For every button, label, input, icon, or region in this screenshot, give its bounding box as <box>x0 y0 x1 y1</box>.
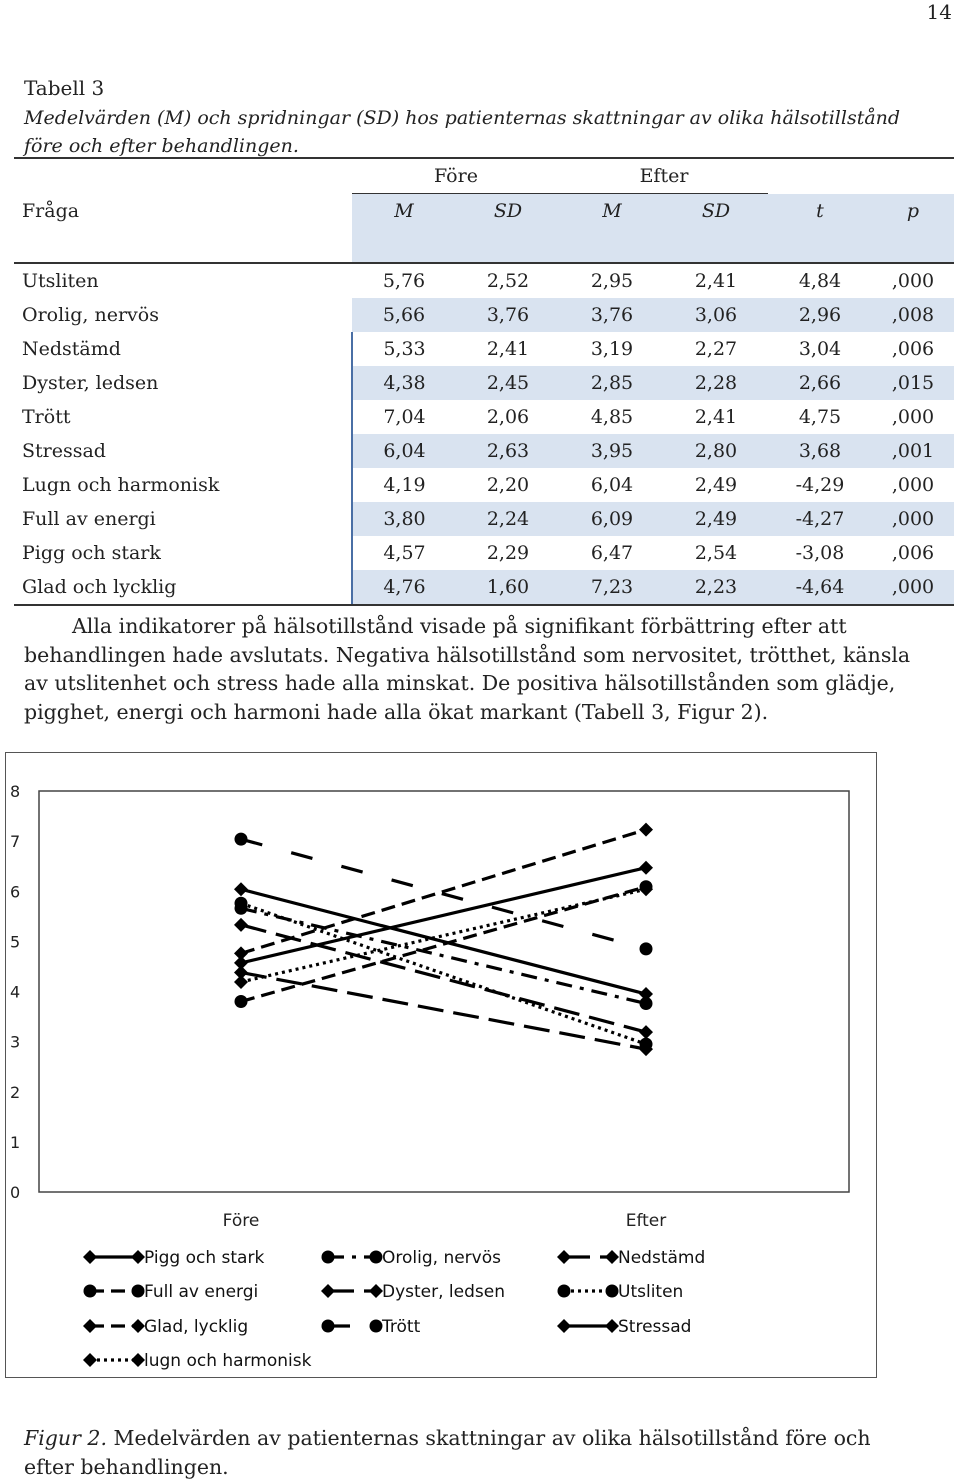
cell-m2: 2,95 <box>590 270 634 292</box>
row-label: Stressad <box>22 440 106 462</box>
y-tick-label: 3 <box>10 1032 21 1052</box>
legend-label: Pigg och stark <box>144 1248 265 1268</box>
column-header-m1: M <box>352 194 456 229</box>
cell-sd1: 2,20 <box>486 474 530 496</box>
cell-sd1: 2,06 <box>486 406 530 428</box>
figure-caption-text: Medelvärden av patienternas skattningar av olika hälsotillstånd före och efter behandlingen. <box>24 1426 871 1479</box>
legend-marker <box>131 1319 145 1333</box>
cell-m1: 4,76 <box>352 570 456 605</box>
row-label: Utsliten <box>22 270 99 292</box>
series-line <box>241 903 646 1044</box>
legend-marker <box>370 1320 383 1333</box>
cell-m2: 3,95 <box>560 434 664 468</box>
table-row <box>14 570 954 605</box>
y-tick-label: 7 <box>10 832 21 852</box>
cell-t: 3,04 <box>798 338 842 360</box>
data-point <box>234 946 248 960</box>
cell-p: ,006 <box>891 338 935 360</box>
cell-m1: 5,66 <box>352 298 456 332</box>
table-subtitle: Medelvärden (M) och spridningar (SD) hos patienternas skattningar av olika hälsotillstånd före och efter behandlingen. <box>24 107 901 157</box>
cell-m2: 7,23 <box>560 570 664 605</box>
cell-m2: 4,85 <box>590 406 634 428</box>
cell-p: ,000 <box>891 474 935 496</box>
y-tick-label: 8 <box>10 782 21 801</box>
y-tick-label: 1 <box>10 1132 21 1152</box>
column-header-fraga: Fråga <box>22 199 80 222</box>
legend-label: Utsliten <box>618 1282 684 1302</box>
legend-label: Orolig, nervös <box>382 1248 501 1268</box>
cell-t: -3,08 <box>795 542 845 564</box>
cell-t: 3,68 <box>768 434 872 468</box>
legend-marker <box>83 1353 97 1367</box>
cell-m1: 6,04 <box>352 434 456 468</box>
cell-p: ,015 <box>872 366 954 400</box>
cell-m2: 2,85 <box>560 366 664 400</box>
cell-sd2: 2,27 <box>694 338 738 360</box>
cell-t: 4,84 <box>798 270 842 292</box>
cell-m1: 4,19 <box>352 468 456 502</box>
cell-t: 2,66 <box>768 366 872 400</box>
legend-marker <box>322 1320 335 1333</box>
table-row <box>14 332 954 366</box>
cell-sd2: 3,06 <box>664 298 768 332</box>
table-header-groups <box>14 158 954 194</box>
column-header-p: p <box>872 194 954 229</box>
data-point <box>234 975 248 989</box>
cell-sd1: 2,52 <box>486 270 530 292</box>
legend-marker <box>605 1250 619 1264</box>
table-row <box>14 263 954 298</box>
data-point <box>639 987 653 1001</box>
cell-sd2: 2,49 <box>664 502 768 536</box>
table-row <box>14 502 954 536</box>
cell-m2: 6,09 <box>560 502 664 536</box>
cell-m2: 3,76 <box>560 298 664 332</box>
legend-marker <box>557 1319 571 1333</box>
cell-sd1: 2,29 <box>486 542 530 564</box>
cell-sd2: 2,41 <box>694 406 738 428</box>
cell-sd1: 2,24 <box>456 502 560 536</box>
table-body <box>14 263 954 605</box>
column-header-t: t <box>768 194 872 229</box>
cell-sd2: 2,54 <box>694 542 738 564</box>
y-tick-label: 6 <box>10 882 21 902</box>
plot-area <box>39 791 849 1192</box>
figure-chart-frame <box>5 752 877 1378</box>
line-chart <box>6 753 876 1377</box>
cell-m2: 6,47 <box>590 542 634 564</box>
series-line <box>241 839 646 949</box>
cell-m1: 3,80 <box>352 502 456 536</box>
data-point <box>235 995 248 1008</box>
cell-p: ,000 <box>891 406 935 428</box>
data-point <box>639 861 653 875</box>
legend-marker <box>605 1319 619 1333</box>
row-label: Orolig, nervös <box>22 304 159 326</box>
cell-sd2: 2,80 <box>664 434 768 468</box>
cell-p: ,001 <box>872 434 954 468</box>
y-tick-label: 5 <box>10 932 21 952</box>
cell-sd2: 2,41 <box>694 270 738 292</box>
cell-p: ,000 <box>891 270 935 292</box>
data-point <box>639 823 653 837</box>
cell-m2: 3,19 <box>590 338 634 360</box>
legend-label: Nedstämd <box>618 1248 706 1268</box>
data-point <box>234 918 248 932</box>
figure-caption <box>24 1424 924 1482</box>
cell-m1: 7,04 <box>352 400 456 434</box>
legend-marker <box>369 1284 383 1298</box>
data-point <box>235 897 248 910</box>
figure-caption-label: Figur 2. <box>24 1426 107 1450</box>
cell-sd1: 2,63 <box>456 434 560 468</box>
cell-sd2: 2,28 <box>664 366 768 400</box>
cell-p: ,008 <box>872 298 954 332</box>
cell-t: 4,75 <box>798 406 842 428</box>
cell-m2: 6,04 <box>590 474 634 496</box>
legend-marker <box>83 1319 97 1333</box>
row-label: Dyster, ledsen <box>22 372 159 394</box>
data-point <box>640 942 653 955</box>
cell-sd2: 2,23 <box>664 570 768 605</box>
y-tick-label: 0 <box>10 1183 21 1202</box>
table-row <box>14 536 954 570</box>
legend-marker <box>84 1285 97 1298</box>
cell-m1: 4,57 <box>352 536 456 570</box>
paragraph-text: Alla indikatorer på hälsotillstånd visade på signifikant förbättring efter att behandlingen hade avslutats. Negativa hälsotillstånd som nervositet, trötthet, känsla av utslitenhet och stress hade alla minskat. De positiva hälsotillstånden som glädje, pigghet, energi och harmoni hade alla ökat markant (Tabell 3, Figur 2). <box>24 614 911 724</box>
legend-marker <box>557 1250 571 1264</box>
table-header-columns <box>14 194 954 229</box>
legend-label: Full av energi <box>144 1282 259 1302</box>
table-row <box>14 400 954 434</box>
legend-label: Stressad <box>618 1317 692 1337</box>
cell-t: 2,96 <box>768 298 872 332</box>
row-label: Full av energi <box>22 508 156 530</box>
cell-m1: 4,38 <box>352 366 456 400</box>
row-label: Glad och lycklig <box>14 570 352 605</box>
legend-label: Glad, lycklig <box>144 1317 249 1337</box>
results-table <box>14 157 954 606</box>
cell-m1: 5,76 <box>382 270 426 292</box>
column-header-m2: M <box>560 194 664 229</box>
series-line <box>241 830 646 954</box>
row-label: Nedstämd <box>22 338 121 360</box>
cell-sd1: 1,60 <box>456 570 560 605</box>
series-line <box>241 908 646 1003</box>
legend-marker <box>606 1285 619 1298</box>
legend-marker <box>131 1250 145 1264</box>
legend-label: lugn och harmonisk <box>144 1351 312 1371</box>
table-row <box>14 366 954 400</box>
legend-marker <box>83 1250 97 1264</box>
group-header-after: Efter <box>560 158 768 194</box>
y-tick-label: 4 <box>10 982 21 1002</box>
cell-sd1: 3,76 <box>456 298 560 332</box>
cell-p: ,006 <box>891 542 935 564</box>
legend-marker <box>322 1251 335 1264</box>
cell-t: -4,29 <box>795 474 845 496</box>
data-point <box>640 1038 653 1051</box>
x-category-label: Efter <box>625 1211 667 1231</box>
legend-marker <box>321 1284 335 1298</box>
cell-sd1: 2,45 <box>456 366 560 400</box>
cell-p: ,000 <box>872 570 954 605</box>
column-header-sd1: SD <box>456 194 560 229</box>
cell-p: ,000 <box>872 502 954 536</box>
y-tick-label: 2 <box>10 1082 21 1102</box>
x-category-label: Före <box>222 1211 260 1231</box>
cell-m1: 5,33 <box>352 332 456 366</box>
legend-marker <box>131 1353 145 1367</box>
group-header-before: Före <box>352 158 560 194</box>
series-line <box>241 972 646 1049</box>
data-point <box>639 1025 653 1039</box>
body-paragraph <box>24 612 934 726</box>
row-label: Trött <box>22 406 71 428</box>
table-row <box>14 298 954 332</box>
legend-label: Trött <box>382 1317 421 1337</box>
row-label: Pigg och stark <box>22 542 161 564</box>
cell-sd2: 2,49 <box>694 474 738 496</box>
legend-marker <box>558 1285 571 1298</box>
page-number: 14 <box>926 0 952 24</box>
row-label: Lugn och harmonisk <box>22 474 220 496</box>
cell-t: -4,64 <box>768 570 872 605</box>
legend-label: Dyster, ledsen <box>382 1282 505 1302</box>
series-line <box>241 868 646 963</box>
table-row <box>14 468 954 502</box>
table-title: Tabell 3 <box>24 76 105 100</box>
data-point <box>235 833 248 846</box>
cell-sd1: 2,41 <box>486 338 530 360</box>
table-row <box>14 434 954 468</box>
legend-marker <box>132 1285 145 1298</box>
data-point <box>234 882 248 896</box>
cell-t: -4,27 <box>768 502 872 536</box>
legend-marker <box>370 1251 383 1264</box>
column-header-sd2: SD <box>664 194 768 229</box>
